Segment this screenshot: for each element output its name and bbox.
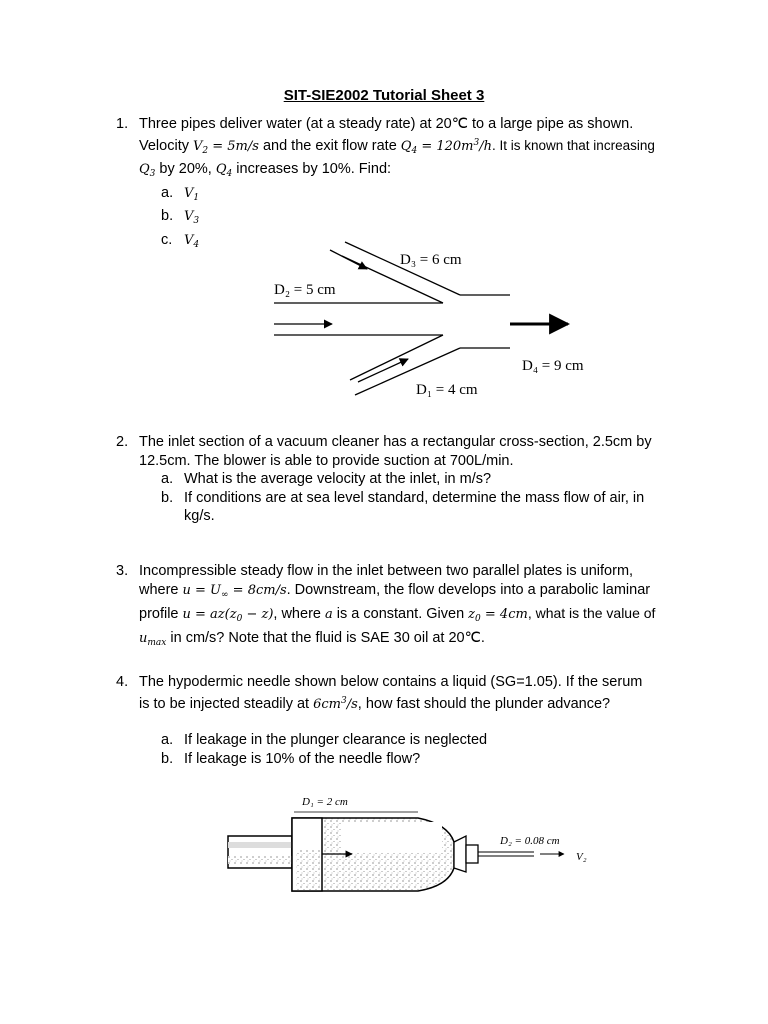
flow-arrow-d3	[330, 250, 367, 269]
question-number: 4.	[116, 674, 129, 690]
question-text-line: $Q_3$ by 20%, $Q_4$ increases by 10%. Find:	[139, 161, 392, 179]
label-d4: D₄ = 9 cm	[522, 358, 584, 374]
question-text-line: Velocity $V_2 = 5m/s$ and the exit flow rate $Q_4 = 120m^3/h$. It is known that increasing	[139, 137, 655, 156]
question-text-line: where $u = U_\infty = 8cm/s$. Downstream, the flow develops into a parabolic laminar	[139, 581, 651, 600]
pipe-d1-wall-inner	[350, 335, 443, 380]
label-d1: D₁ = 2 cm	[302, 796, 348, 808]
question-text-line: Incompressible steady flow in the inlet between two parallel plates is uniform,	[139, 563, 634, 579]
question-number: 3.	[116, 563, 129, 579]
sub-item: b. If leakage is 10% of the needle flow?	[161, 750, 421, 767]
label-v2: V₂	[576, 851, 587, 863]
syringe-nozzle	[454, 836, 466, 872]
pipe-d3-wall-outer	[345, 242, 460, 295]
label-d2: D₂ = 0.08 cm	[500, 835, 560, 847]
question-number: 1.	[116, 116, 129, 132]
question-text: The inlet section of a vacuum cleaner has a rectangular cross-section, 2.5cm by 12.5cm. The blower is able to provide suction at 700L/min.	[139, 434, 652, 469]
sub-item: b. $V_3$	[161, 208, 200, 226]
page-title: SIT-SIE2002 Tutorial Sheet 3	[283, 87, 485, 104]
label-d1: D₁ = 4 cm	[416, 382, 478, 398]
question-text-line: profile $u = az(z_0 - z)$, where a is a constant. Given $z_0 = 4cm$, what is the value of	[139, 605, 656, 624]
label-d3: D₃ = 6 cm	[400, 252, 462, 268]
question-text-line: is to be injected steadily at $6cm^3/s$, how fast should the plunder advance?	[139, 695, 611, 712]
question-3	[116, 562, 676, 652]
flow-arrow-d1	[358, 359, 408, 382]
sub-item: b. If conditions are at sea level standard, determine the mass flow of air, in kg/s.	[161, 489, 645, 524]
sub-item: a. $V_1$	[161, 184, 200, 203]
question-2	[116, 433, 676, 526]
question-text-line: $u_{max}$ in cm/s? Note that the fluid is SAE 30 oil at 20℃.	[139, 629, 485, 648]
label-d2: D₂ = 5 cm	[274, 282, 336, 298]
sub-item: a. If leakage in the plunger clearance is neglected	[161, 732, 488, 748]
question-number: 2.	[116, 434, 129, 450]
sub-item: c. $V_4$	[161, 231, 200, 250]
question-4	[116, 673, 676, 768]
sub-item: a. What is the average velocity at the inlet, in m/s?	[161, 471, 492, 487]
question-text-line: Three pipes deliver water (at a steady rate) at 20℃ to a large pipe as shown.	[139, 116, 634, 132]
hypodermic-needle-figure	[222, 790, 602, 905]
question-text-line: The hypodermic needle shown below contains a liquid (SG=1.05). If the serum	[139, 674, 643, 690]
pipe-junction-figure	[260, 232, 630, 407]
